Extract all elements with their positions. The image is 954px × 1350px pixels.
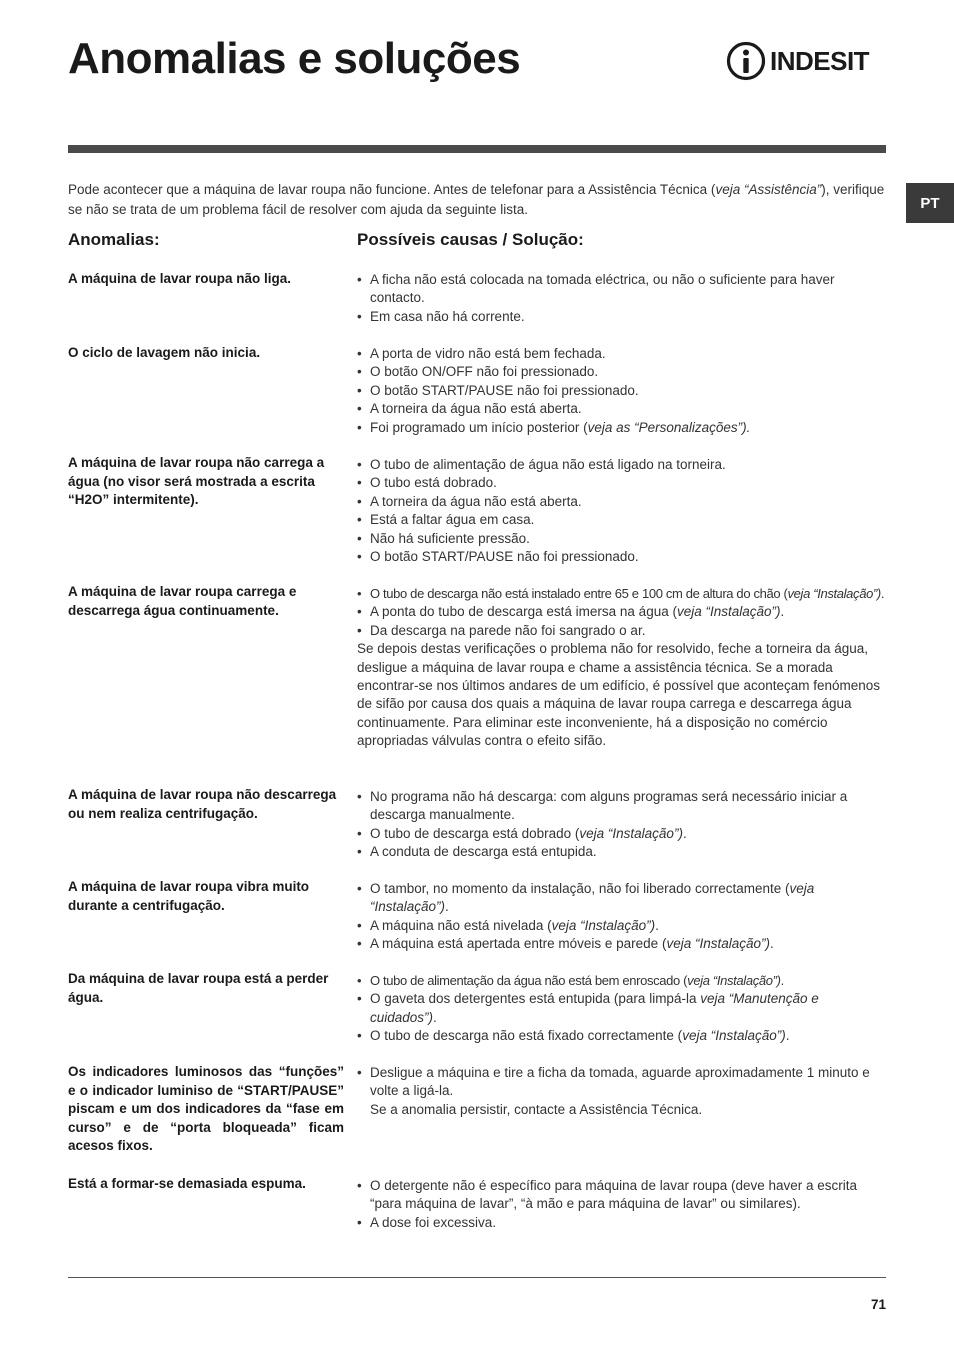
cause-text: A porta de vidro não está bem fechada. (370, 346, 606, 361)
causes-list (357, 585, 885, 751)
cause-item (357, 456, 885, 474)
causes-list (357, 880, 885, 954)
causes-list (357, 1064, 885, 1119)
causes-heading: Possíveis causas / Solução: (357, 230, 584, 249)
cause-text: A máquina está apertada entre móveis e parede ( (370, 936, 667, 952)
page-title: Anomalias e soluções (68, 34, 521, 83)
anomaly-label: A máquina de lavar roupa não descarrega ou nem realiza centrifugação. (68, 787, 337, 821)
cause-item (357, 990, 885, 1027)
cause-item (357, 363, 885, 381)
cause-text-end: . (769, 936, 774, 952)
cause-text: O tubo está dobrado. (370, 475, 497, 491)
cause-item (357, 1177, 885, 1214)
cause-text: O botão ON/OFF não foi pressionado. (370, 364, 599, 380)
intro-ref: veja “Assistência” (715, 182, 822, 197)
cause-text: Em casa não há corrente. (370, 308, 525, 324)
cause-text: Desligue a máquina e tire a ficha da tomada, aguarde aproximadamente 1 minuto e volte a ligá-la. (370, 1065, 870, 1099)
cause-text-end: . (780, 973, 784, 988)
cause-text: A ponta do tubo de descarga está imersa na água ( (370, 604, 677, 620)
cause-text: Se a anomalia persistir, contacte a Assistência Técnica. (370, 1101, 703, 1117)
cause-item (357, 880, 885, 917)
cause-text: Da descarga na parede não foi sangrado o ar. (370, 622, 646, 638)
anomaly-label: A máquina de lavar roupa não carrega a água (no visor será mostrada a escrita “H2O” intermitente). (68, 455, 325, 507)
anomaly-label: Da máquina de lavar roupa está a perder água. (68, 971, 329, 1005)
cause-reference: veja “Instalação”) (551, 917, 656, 933)
cause-text: No programa não há descarga: com alguns programas será necessário iniciar a descarga manualmente. (370, 789, 848, 823)
cause-item (357, 603, 885, 621)
cause-item (357, 493, 885, 511)
cause-item (357, 843, 885, 861)
cause-text-end: . (655, 917, 659, 933)
cause-reference: veja “Instalação”) (682, 1028, 786, 1044)
cause-item (357, 1064, 885, 1101)
cause-text-end: . (880, 586, 885, 601)
cause-text: Está a faltar água em casa. (370, 512, 535, 528)
intro-text-end: ), verifique se não se trata de um problema fácil de resolver com ajuda da seguinte lista. (68, 182, 885, 217)
cause-text: O gaveta dos detergentes está entupida (para limpá-la (370, 991, 701, 1007)
cause-item (357, 585, 885, 603)
cause-text: O tubo de alimentação de água não está ligado na torneira. (370, 457, 726, 472)
brand-name: INDESIT (770, 45, 870, 76)
language-tab: PT (906, 183, 954, 223)
cause-text-end: . (433, 1009, 437, 1025)
cause-text-end: . (445, 899, 449, 915)
cause-item (357, 825, 885, 843)
cause-text-end: . (682, 825, 687, 841)
anomaly-label: Está a formar-se demasiada espuma. (68, 1176, 306, 1191)
cause-text: A máquina não está nivelada ( (370, 917, 552, 933)
cause-item (357, 530, 885, 548)
footer-rule (68, 1277, 886, 1278)
cause-text: Não há suficiente pressão. (370, 530, 530, 546)
cause-reference: veja “Instalação”) (687, 973, 781, 988)
anomaly-label: O ciclo de lavagem não inicia. (68, 345, 261, 360)
cause-item (357, 345, 885, 363)
causes-list (357, 972, 885, 1046)
cause-item (357, 1027, 885, 1045)
intro-text: Pode acontecer que a máquina de lavar roupa não funcione. Antes de telefonar para a Assistência Técnica ( (68, 182, 716, 197)
cause-reference: veja “Instalação”) (676, 604, 781, 620)
causes-list (357, 456, 885, 566)
cause-text: A ficha não está colocada na tomada eléctrica, ou não o suficiente para haver contacto. (370, 272, 835, 306)
cause-text: O tambor, no momento da instalação, não foi liberado correctamente ( (370, 881, 790, 896)
cause-item (357, 400, 885, 418)
cause-reference: veja “Instalação”) (666, 936, 770, 952)
cause-text-end: . (785, 1028, 790, 1044)
cause-item (357, 935, 885, 953)
anomaly-label: A máquina de lavar roupa não liga. (68, 271, 292, 286)
cause-text: A dose foi excessiva. (370, 1214, 497, 1230)
page-number: 71 (870, 1297, 886, 1312)
anomaly-label: A máquina de lavar roupa vibra muito durante a centrifugação. (68, 879, 310, 913)
indesit-logo-icon (726, 41, 766, 81)
cause-item (357, 972, 885, 990)
cause-text: O tubo de descarga não está instalado entre 65 e 100 cm de altura do chão ( (370, 586, 788, 601)
cause-reference: veja “Instalação”) (370, 881, 815, 915)
cause-text: A conduta de descarga está entupida. (370, 844, 597, 860)
anomalies-heading: Anomalias: (68, 230, 160, 249)
cause-item (357, 788, 885, 825)
cause-item (357, 271, 885, 308)
cause-item (357, 622, 885, 640)
anomaly-label: A máquina de lavar roupa carrega e descarrega água continuamente. (68, 584, 297, 618)
cause-text: O tubo de descarga está dobrado ( (370, 825, 580, 841)
cause-reference: veja “Manutenção e cuidados”) (370, 991, 819, 1025)
cause-text: Foi programado um início posterior ( (370, 419, 588, 435)
cause-reference: veja “Instalação”) (787, 586, 881, 601)
cause-item (357, 511, 885, 529)
causes-list (357, 345, 885, 437)
causes-list (357, 788, 885, 862)
cause-item (357, 1214, 885, 1232)
cause-item (357, 917, 885, 935)
cause-text-end: . (780, 604, 785, 620)
cause-item (357, 308, 885, 326)
cause-text: O detergente não é específico para máquina de lavar roupa (deve haver a escrita “para máquina de lavar”, “à mão e para máquina de lavar” ou similares). (370, 1178, 858, 1212)
cause-text: A torneira da água não está aberta. (370, 493, 582, 509)
cause-text: O tubo de alimentação da água não está bem enroscado ( (370, 973, 688, 988)
cause-reference: veja “Instalação”) (579, 825, 683, 841)
anomaly-label: Os indicadores luminosos das “funções” e o indicador luminiso de “START/PAUSE” piscam e um dos indicadores da “fase em curso” e de “porta bloqueada” ficam acesos fixos. (68, 1064, 344, 1153)
cause-text: O botão START/PAUSE não foi pressionado. (370, 382, 639, 398)
header-rule (68, 145, 886, 153)
cause-text: O tubo de descarga não está fixado correctamente ( (370, 1028, 683, 1044)
causes-list (357, 1177, 885, 1232)
causes-list (357, 271, 885, 326)
indesit-logo (726, 40, 888, 82)
cause-item (357, 548, 885, 566)
intro-paragraph (68, 180, 890, 220)
cause-text: O botão START/PAUSE não foi pressionado. (370, 549, 639, 565)
cause-item (357, 1101, 885, 1119)
cause-text: Se depois destas verificações o problema não for resolvido, feche a torneira da água, desligue a máquina de lavar roupa e chame a assistência técnica. Se a morada encontrar-se nos últimos andares de um edifício, é possível que aconteçam fenómenos de sifão por causa dos quais a máquina de lavar roupa carrega e descarrega água continuamente. Para eliminar este inconveniente, há a disposição no comércio apropriadas válvulas contra o efeito sifão. (357, 641, 881, 749)
cause-reference: veja as “Personalizações”). (587, 419, 751, 435)
cause-item (357, 474, 885, 492)
cause-item (357, 419, 885, 437)
cause-note (357, 640, 885, 750)
cause-item (357, 382, 885, 400)
cause-text: A torneira da água não está aberta. (370, 401, 582, 417)
